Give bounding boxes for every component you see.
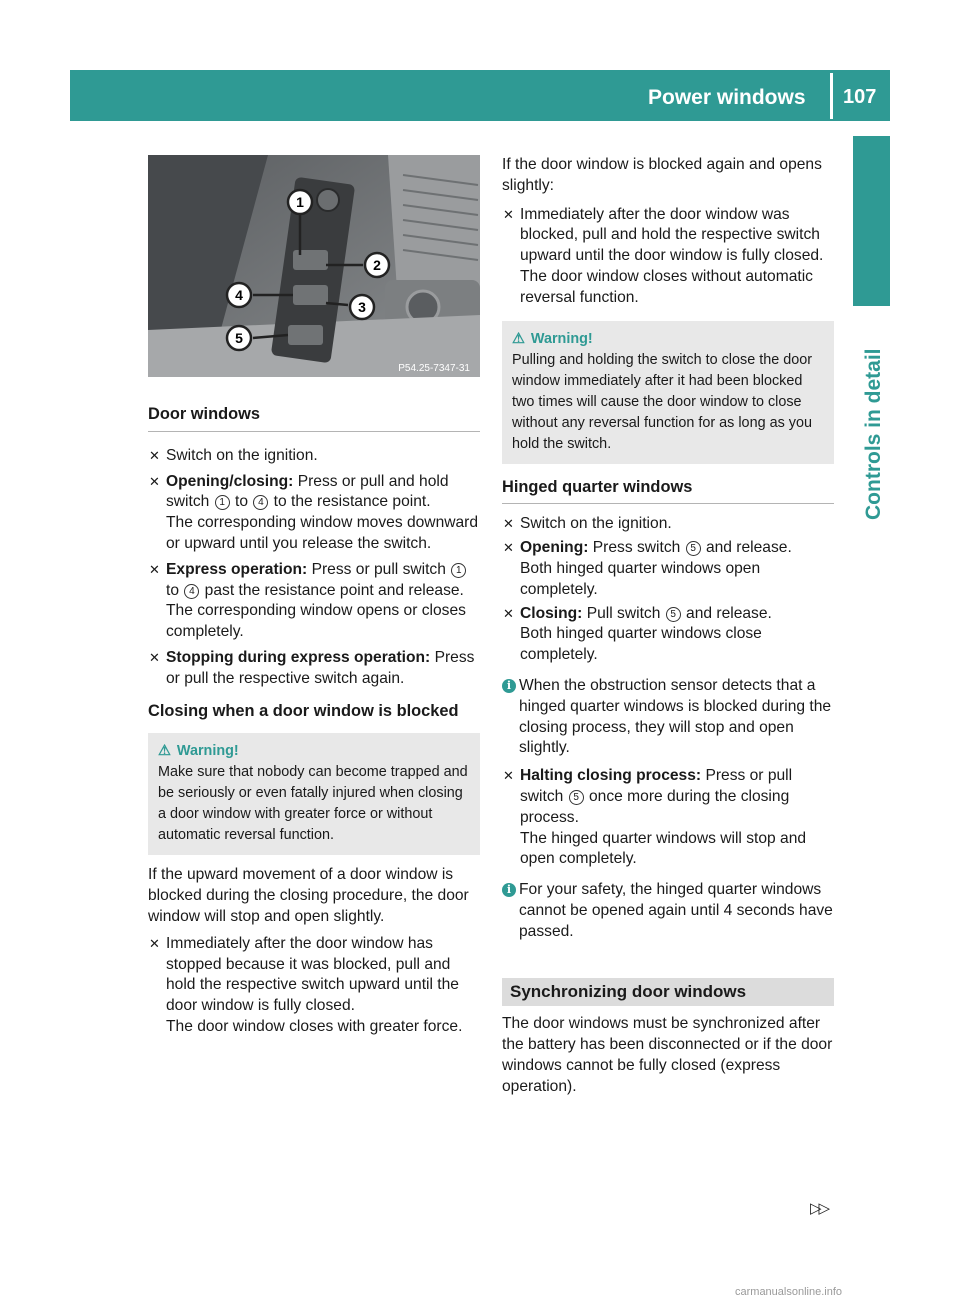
window-switch-photo — [148, 155, 480, 377]
header-divider — [830, 73, 833, 119]
switch-ref-1: 1 — [215, 495, 230, 510]
step-arrow-icon: ✕ — [149, 447, 160, 463]
page-number: 107 — [843, 86, 877, 108]
step-express-operation: ✕ Express operation: Press or pull switch 1 to 4 past the resistance point and release. The corresponding window opens or closes completely. — [149, 560, 466, 641]
step-opening-closing: ✕ Opening/closing: Press or pull and hold switch 1 to 4 to the resistance point. The corresponding window moves downward or upward until you release the switch. — [149, 472, 479, 552]
photo-code: P54.25-7347-31 — [398, 363, 470, 374]
page-title: Power windows — [648, 86, 806, 109]
step-ignition: ✕ Switch on the ignition. — [502, 514, 834, 535]
warning-triangle-icon: ⚠ — [158, 743, 171, 760]
step-arrow-icon: ✕ — [503, 768, 514, 784]
step-halting: ✕ Halting closing process: Press or pull switch 5 once more during the closing process. The hinged quarter windows will stop and open completely. — [503, 767, 807, 868]
section-heading-sync: Synchronizing door windows — [502, 978, 834, 1007]
paragraph-blocked-again: If the door window is blocked again and opens slightly: — [502, 156, 822, 194]
switch-ref-5: 5 — [666, 607, 681, 622]
step-stopping-express: ✕ Stopping during express operation: Press or pull the respective switch again. — [149, 648, 475, 687]
right-column — [502, 155, 834, 1098]
info-safety: i For your safety, the hinged quarter windows cannot be opened again until 4 seconds have passed. — [502, 880, 834, 942]
watermark: carmanualsonline.info — [735, 1286, 843, 1298]
step-pull-hold-again: ✕ Immediately after the door window was blocked, pull and hold the respective switch upward until the door window is fully closed. The door window closes without automatic reversal function. — [503, 205, 824, 306]
warning-box: ⚠ Warning! Pulling and holding the switch to close the door window immediately after it had been blocked two times will cause the door window to close without any reversal function for as long as you hold the switch. — [502, 321, 834, 464]
switch-ref-1: 1 — [451, 563, 466, 578]
step-pull-hold: ✕ Immediately after the door window has stopped because it was blocked, pull and hold the respective switch upward until the door window is fully closed. The door window closes with greater force. — [149, 934, 463, 1035]
step-arrow-icon: ✕ — [503, 206, 514, 222]
step-arrow-icon: ✕ — [503, 540, 514, 556]
info-obstruction: i When the obstruction sensor detects that a hinged quarter windows is blocked during the closing process, they will stop and open slightly. — [502, 676, 834, 759]
step-ignition: ✕ Switch on the ignition. — [148, 446, 480, 467]
left-column — [148, 404, 480, 1038]
callout-3: 3 — [358, 299, 366, 315]
switch-ref-4: 4 — [184, 584, 199, 599]
step-arrow-icon: ✕ — [503, 516, 514, 532]
callout-1: 1 — [296, 194, 304, 210]
step-arrow-icon: ✕ — [149, 473, 160, 489]
side-chapter-label: Controls in detail — [862, 348, 885, 520]
paragraph-sync: The door windows must be synchronized after the battery has been disconnected or if the door windows cannot be fully closed (express operation). — [502, 1015, 833, 1095]
heading-door-windows: Door windows — [148, 404, 480, 432]
step-closing: ✕ Closing: Pull switch 5 and release. Both hinged quarter windows close completely. — [503, 604, 772, 664]
callout-5: 5 — [235, 330, 243, 346]
continue-arrows-icon: ▷▷ — [810, 1200, 828, 1217]
callout-4: 4 — [235, 287, 243, 303]
heading-closing-blocked: Closing when a door window is blocked — [148, 701, 459, 720]
warning-triangle-icon: ⚠ — [512, 330, 525, 347]
switch-ref-5: 5 — [569, 790, 584, 805]
step-arrow-icon: ✕ — [149, 935, 160, 951]
info-icon: i — [502, 883, 516, 897]
step-arrow-icon: ✕ — [503, 605, 514, 621]
step-opening: ✕ Opening: Press switch 5 and release. Both hinged quarter windows open completely. — [503, 539, 792, 598]
step-arrow-icon: ✕ — [149, 561, 160, 577]
callout-2: 2 — [373, 257, 381, 273]
info-icon: i — [502, 679, 516, 693]
heading-hinged-quarter: Hinged quarter windows — [502, 477, 834, 505]
warning-box: ⚠ Warning! Make sure that nobody can become trapped and be seriously or even fatally injured when closing a door window with greater force or without automatic reversal function. — [148, 733, 480, 855]
paragraph-blocked: If the upward movement of a door window is blocked during the closing procedure, the door window will stop and open slightly. — [148, 866, 469, 925]
switch-ref-5: 5 — [686, 541, 701, 556]
step-arrow-icon: ✕ — [149, 649, 160, 665]
switch-ref-4: 4 — [253, 495, 268, 510]
